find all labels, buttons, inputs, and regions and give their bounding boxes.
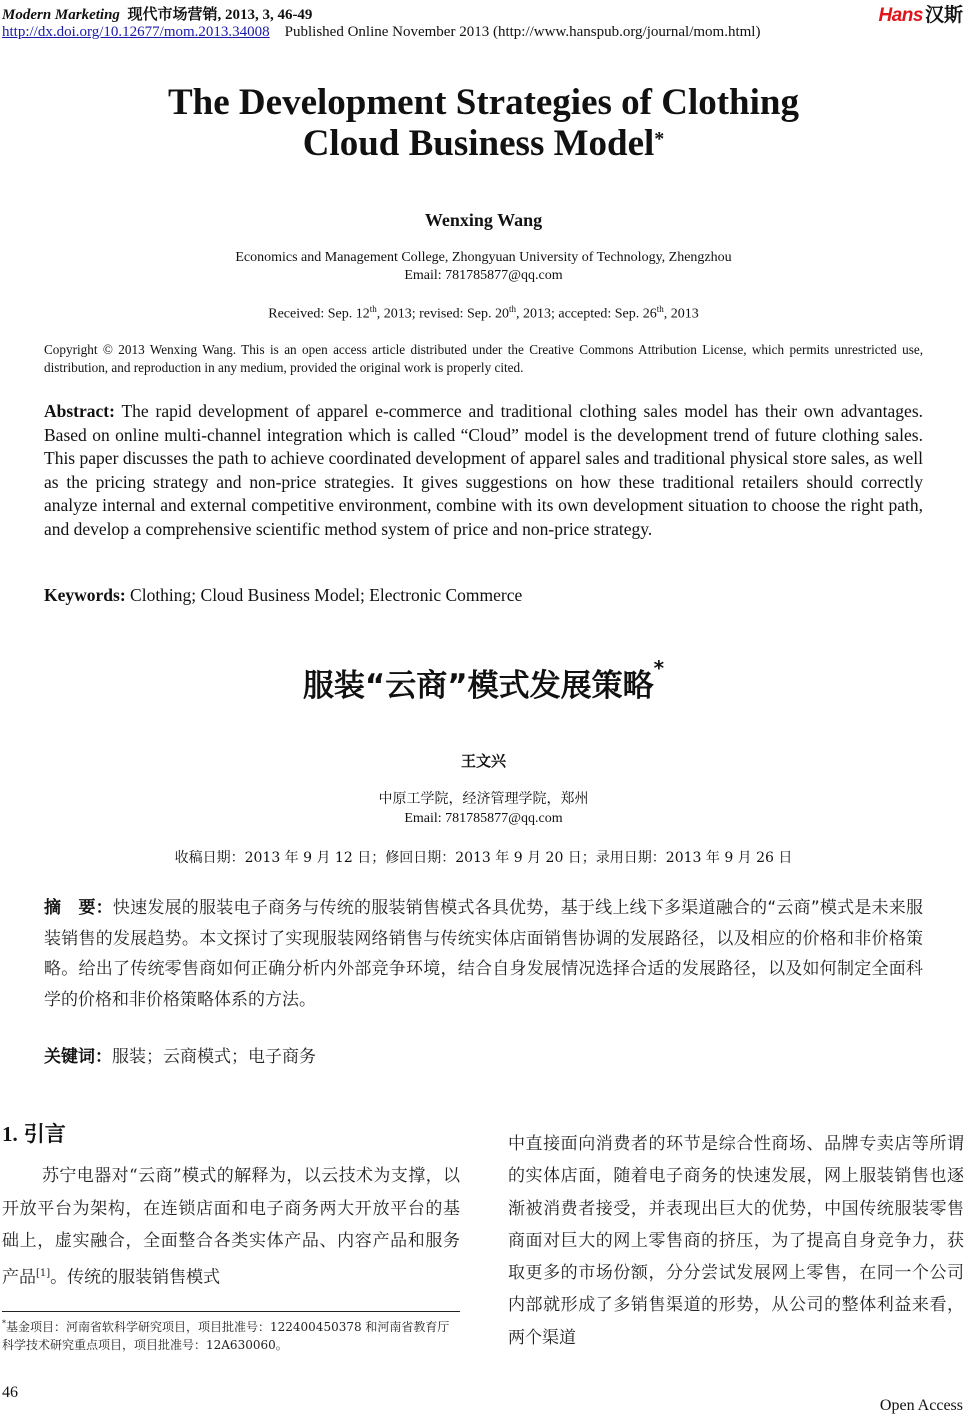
body-column-left: [2, 1160, 460, 1294]
section-number: 1.: [2, 1122, 18, 1146]
funding-footnote: [2, 1315, 460, 1354]
chinese-dates: 收稿日期：2013 年 9 月 12 日；修回日期：2013 年 9 月 20 日；录用日期：2013 年 9 月 26 日: [174, 850, 793, 866]
journal-name: Modern Marketing: [2, 7, 120, 23]
chinese-email: Email: 781785877@qq.com: [404, 811, 563, 826]
keywords-text: Clothing; Cloud Business Model; Electronic Commerce: [130, 585, 523, 605]
chinese-title: [0, 656, 967, 705]
abstract-label: Abstract:: [44, 401, 115, 421]
chinese-title-text: 服装“云商”模式发展策略: [302, 668, 654, 704]
chinese-keywords-text: 服装；云商模式；电子商务: [112, 1047, 316, 1067]
chinese-abstract: [44, 893, 923, 1015]
left-paragraph-a: 苏宁电器对“云商”模式的解释为，以云技术为支撑，以开放平台为架构，在连锁店面和电子商务两大开放平台的基础上，虚实融合，全面整合各类实体产品、内容产品和服务产品: [2, 1166, 460, 1288]
chinese-affiliation-text: 中原工学院，经济管理学院，郑州: [378, 791, 589, 807]
body-column-right: 中直接面向消费者的环节是综合性商场、品牌专卖店等所谓的实体店面，随着电子商务的快速发展，网上服装销售也逐渐被消费者接受，并表现出巨大的优势，中国传统服装零售商面对巨大的网上零售商的挤压，为了提高自身竞争力，获取更多的市场份额，分分尝试发展网上零售，在同一个公司内部就形成了多销售渠道的形势，从公司的整体利益来看，两个渠道: [508, 1134, 964, 1348]
chinese-abstract-label: 摘 要：: [44, 898, 113, 918]
citation-ref[interactable]: [1]: [36, 1267, 51, 1279]
title-line-2: Cloud Business Model: [302, 123, 655, 164]
logo-en: Hans: [878, 5, 923, 26]
footnote-mark: *: [2, 1319, 6, 1328]
footnote-divider: [2, 1311, 460, 1312]
chinese-abstract-text: 快速发展的服装电子商务与传统的服装销售模式各具优势，基于线上线下多渠道融合的“云商”模式是未来服装销售的发展趋势。本文探讨了实现服装网络销售与传统实体店面销售协调的发展路径，以及相应的价格和非价格策略。给出了传统零售商如何正确分析内外部竞争环境，结合自身发展情况选择合适的发展路径，以及如何制定全面科学的价格和非价格策略体系的方法。: [44, 898, 924, 1010]
affiliation-text: Economics and Management College, Zhongyuan University of Technology, Zhengzhou: [235, 250, 732, 265]
doi-line: [2, 24, 760, 41]
title-line-1: The Development Strategies of Clothing: [168, 82, 799, 123]
revised-date: , 2013; revised: Sep. 20: [376, 306, 509, 322]
hans-logo: [879, 0, 963, 27]
paper-title: [0, 82, 967, 164]
received-date: Received: Sep. 12: [268, 306, 370, 322]
accepted-date: , 2013; accepted: Sep. 26: [515, 306, 657, 322]
year-tail: , 2013: [663, 306, 699, 322]
journal-cn-citation: 现代市场营销, 2013, 3, 46-49: [127, 7, 313, 23]
chinese-title-mark: *: [653, 656, 665, 680]
chinese-author: 王文兴: [460, 752, 506, 770]
ordinal-suffix: th: [369, 304, 377, 314]
copyright-notice: Copyright © 2013 Wenxing Wang. This is an open access article distributed under the Creative Commons Attribution License, which permits unrestricted use, distribution, and reproduction in any medium, provided the original work is properly cited.: [44, 342, 923, 375]
open-access-label: Open Access: [879, 1397, 963, 1414]
chinese-keywords-label: 关键词：: [44, 1047, 112, 1067]
footnote-text: 基金项目：河南省软科学研究项目，项目批准号：122400450378 和河南省教育厅科学技术研究重点项目，项目批准号：12A630060。: [2, 1320, 450, 1352]
keywords-label: Keywords:: [44, 585, 126, 605]
affiliation: [0, 249, 967, 285]
published-online: Published Online November 2013 (http://www.hanspub.org/journal/mom.html): [284, 24, 761, 40]
chinese-affiliation: [0, 790, 967, 828]
page-number: 46: [2, 1384, 18, 1401]
english-abstract: [44, 400, 923, 541]
author-email: Email: 781785877@qq.com: [404, 268, 563, 283]
english-keywords: [44, 585, 923, 606]
doi-link[interactable]: http://dx.doi.org/10.12677/mom.2013.34008: [2, 24, 270, 40]
ordinal-suffix: th: [508, 304, 516, 314]
article-dates: [0, 304, 967, 323]
section-heading: [2, 1118, 66, 1148]
author-name: Wenxing Wang: [424, 210, 543, 230]
logo-cn: 汉斯: [924, 5, 963, 26]
abstract-text: The rapid development of apparel e-commerce and traditional clothing sales model has their own advantages. Based on online multi-channel integration which is called “Cloud” model is the development trend of future clothing sales. This paper discusses the path to achieve coordinated development of apparel sales and traditional physical store sales, as well as the pricing strategy and non-price strategies. It gives suggestions on how these traditional retailers should correctly analyze internal and external competitive environment, combine with its own development situation to choose the right path, and develop a comprehensive scientific method system of price and non-price strategy.: [44, 401, 924, 539]
left-paragraph-b: 。传统的服装销售模式: [50, 1267, 221, 1288]
journal-citation: [2, 3, 312, 24]
ordinal-suffix: th: [656, 304, 664, 314]
title-footnote-mark: *: [654, 128, 665, 150]
chinese-keywords: [44, 1042, 923, 1067]
section-title: 引言: [23, 1122, 66, 1146]
